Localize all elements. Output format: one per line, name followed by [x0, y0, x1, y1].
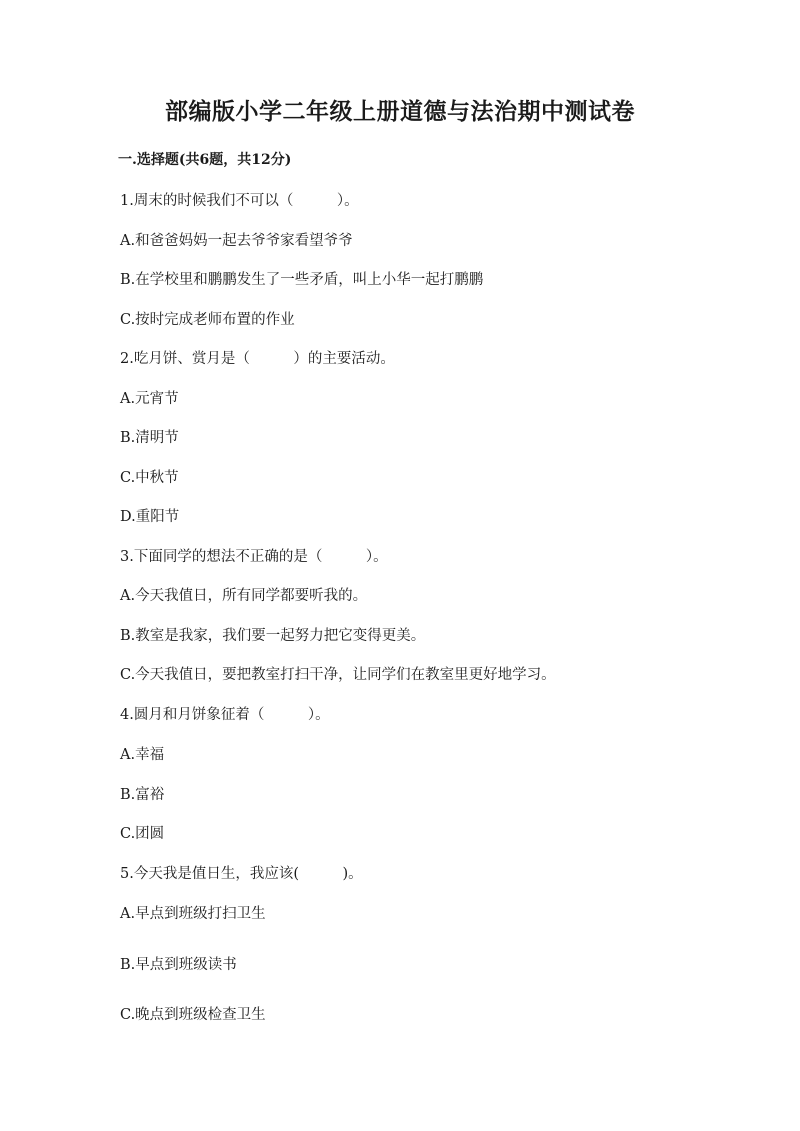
- question-4-option-a: A.幸福: [120, 747, 165, 763]
- question-4-option-b: B.富裕: [120, 787, 165, 803]
- question-1-option-a: A.和爸爸妈妈一起去爷爷家看望爷爷: [120, 233, 353, 249]
- question-3-option-a: A.今天我值日，所有同学都要听我的。: [120, 588, 368, 604]
- question-2-stem: 2.吃月饼、赏月是（ ）的主要活动。: [120, 351, 395, 367]
- question-3-option-b: B.教室是我家，我们要一起努力把它变得更美。: [120, 628, 426, 644]
- question-5-option-b: B.早点到班级读书: [120, 957, 237, 973]
- question-1-stem: 1.周末的时候我们不可以（ ）。: [120, 193, 359, 209]
- question-3-stem: 3.下面同学的想法不正确的是（ ）。: [120, 549, 388, 565]
- question-2-option-b: B.清明节: [120, 430, 179, 446]
- question-5-option-c: C.晚点到班级检查卫生: [120, 1007, 266, 1023]
- question-2-option-a: A.元宵节: [120, 391, 179, 407]
- question-1-option-b: B.在学校里和鹏鹏发生了一些矛盾，叫上小华一起打鹏鹏: [120, 272, 484, 288]
- question-5-stem: 5.今天我是值日生，我应该( )。: [120, 866, 363, 882]
- question-1-option-c: C.按时完成老师布置的作业: [120, 312, 295, 328]
- section-heading: 一.选择题(共6题，共12分): [118, 152, 292, 168]
- question-4-option-c: C.团圆: [120, 826, 165, 842]
- question-2-option-c: C.中秋节: [120, 470, 179, 486]
- question-4-stem: 4.圆月和月饼象征着（ ）。: [120, 707, 330, 723]
- question-2-option-d: D.重阳节: [120, 509, 180, 525]
- page-title: 部编版小学二年级上册道德与法治期中测试卷: [165, 98, 635, 125]
- question-5-option-a: A.早点到班级打扫卫生: [120, 906, 266, 922]
- question-3-option-c: C.今天我值日，要把教室打扫干净，让同学们在教室里更好地学习。: [120, 667, 556, 683]
